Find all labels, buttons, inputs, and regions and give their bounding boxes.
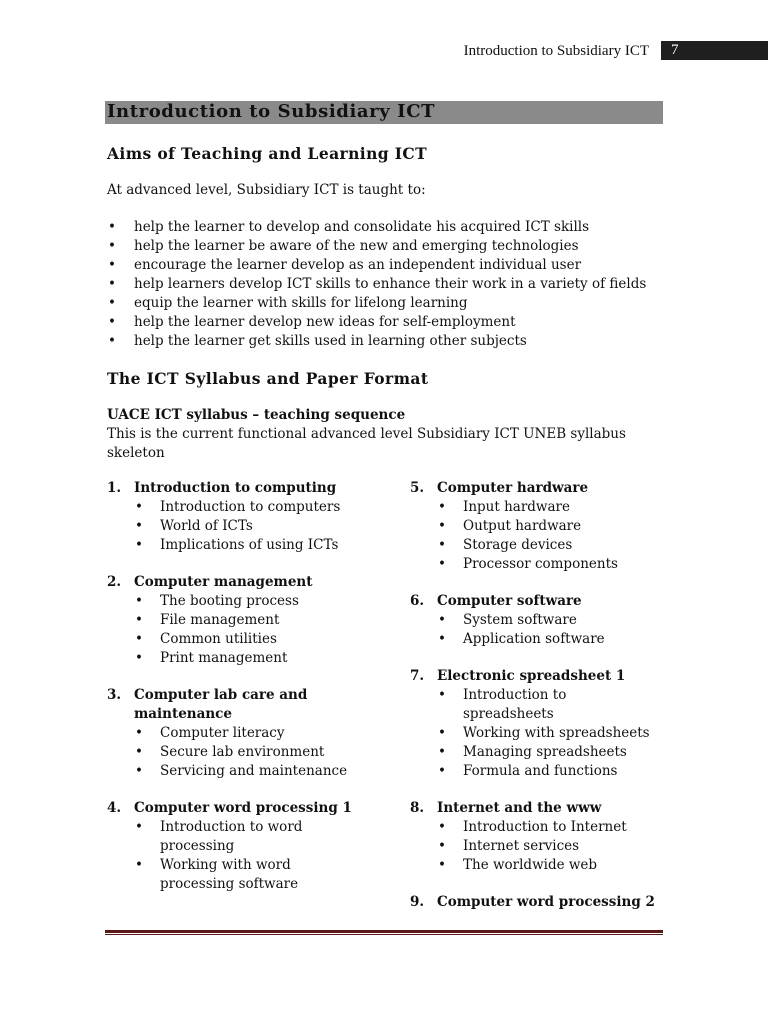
section-title: Computer word processing 2	[437, 894, 655, 910]
section-title: Computer word processing 1	[134, 800, 352, 816]
section-title: Electronic spreadsheet 1	[437, 668, 626, 684]
list-item: • Print management	[107, 649, 392, 668]
chapter-title-bar	[105, 101, 663, 124]
list-item: • Internet services	[410, 837, 670, 856]
section-number: 2.	[107, 574, 122, 590]
list-item: • Working with spreadsheets	[410, 724, 670, 743]
list-item: • File management	[107, 611, 392, 630]
syllabus-section	[410, 592, 670, 649]
syllabus-section	[107, 799, 392, 894]
section-title: Computer lab care and maintenance	[134, 687, 308, 722]
list-item: • help the learner get skills used in learning other subjects	[107, 332, 646, 351]
list-item: • Common utilities	[107, 630, 392, 649]
syllabus-intro: This is the current functional advanced level Subsidiary ICT UNEB syllabus skeleton	[107, 426, 626, 461]
list-item: • Computer literacy	[107, 724, 392, 743]
list-item: • System software	[410, 611, 670, 630]
section-number: 5.	[410, 480, 425, 496]
syllabus-subheading: UACE ICT syllabus – teaching sequence	[107, 407, 406, 423]
list-item: • World of ICTs	[107, 517, 392, 536]
list-item: • Processor components	[410, 555, 670, 574]
syllabus-section	[410, 667, 670, 781]
running-header	[0, 41, 768, 61]
section-title: Computer software	[437, 593, 582, 609]
list-item: • help the learner be aware of the new and emerging technologies	[107, 237, 646, 256]
list-item: • Introduction to spreadsheets	[410, 686, 573, 724]
list-item: • Introduction to computers	[107, 498, 392, 517]
syllabus-section	[410, 479, 670, 574]
section-title: Computer management	[134, 574, 313, 590]
list-item: • Application software	[410, 630, 670, 649]
list-item: • help learners develop ICT skills to enhance their work in a variety of fields	[107, 275, 646, 294]
aims-intro: At advanced level, Subsidiary ICT is taught to:	[107, 182, 426, 198]
list-item: • Introduction to Internet	[410, 818, 670, 837]
section-title: Internet and the www	[437, 800, 602, 816]
section-number: 9.	[410, 894, 425, 910]
syllabus-right-column	[410, 479, 670, 930]
list-item: • encourage the learner develop as an independent individual user	[107, 256, 646, 275]
list-item: • help the learner to develop and consolidate his acquired ICT skills	[107, 218, 646, 237]
section-number: 7.	[410, 668, 425, 684]
section-number: 6.	[410, 593, 425, 609]
list-item: • Servicing and maintenance	[107, 762, 392, 781]
syllabus-section	[107, 573, 392, 668]
aims-list	[107, 218, 646, 351]
footer-rule	[105, 930, 663, 936]
syllabus-section	[410, 799, 670, 875]
list-item: • Input hardware	[410, 498, 670, 517]
list-item: • Storage devices	[410, 536, 670, 555]
running-title: Introduction to Subsidiary ICT	[463, 43, 649, 59]
section-number: 1.	[107, 480, 122, 496]
list-item: • Introduction to word processing	[107, 818, 322, 856]
syllabus-left-column	[107, 479, 392, 912]
section-title: Introduction to computing	[134, 480, 337, 496]
syllabus-section	[410, 893, 670, 912]
section-number: 8.	[410, 800, 425, 816]
section-number: 3.	[107, 687, 122, 703]
chapter-title: Introduction to Subsidiary ICT	[107, 101, 436, 122]
list-item: • equip the learner with skills for lifelong learning	[107, 294, 646, 313]
list-item: • Output hardware	[410, 517, 670, 536]
section-number: 4.	[107, 800, 122, 816]
list-item: • Secure lab environment	[107, 743, 392, 762]
syllabus-section	[107, 686, 392, 781]
list-item: • Working with word processing software	[107, 856, 322, 894]
list-item: • Implications of using ICTs	[107, 536, 392, 555]
page-number: 7	[661, 41, 768, 60]
list-item: • Formula and functions	[410, 762, 670, 781]
syllabus-section	[107, 479, 392, 555]
syllabus-heading: The ICT Syllabus and Paper Format	[107, 369, 429, 388]
aims-heading: Aims of Teaching and Learning ICT	[107, 144, 428, 163]
list-item: • The booting process	[107, 592, 392, 611]
list-item: • help the learner develop new ideas for self-employment	[107, 313, 646, 332]
list-item: • Managing spreadsheets	[410, 743, 670, 762]
list-item: • The worldwide web	[410, 856, 670, 875]
section-title: Computer hardware	[437, 480, 589, 496]
